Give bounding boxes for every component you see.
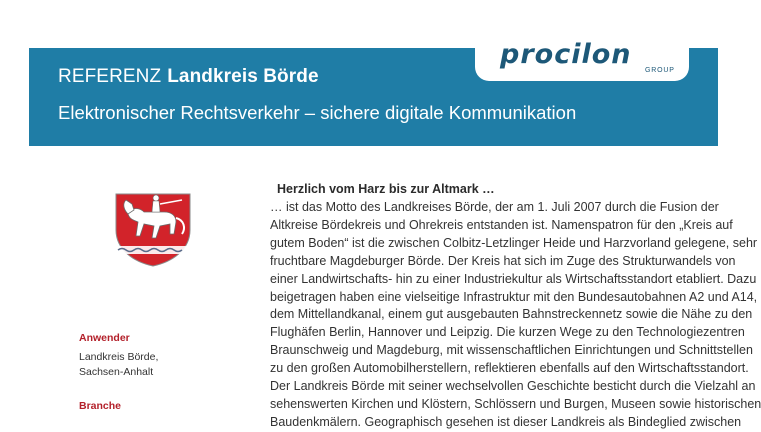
article-line: Braunschweig und Magdeburg, mit wissenschaftlichen Einrichtungen und Schnittstellen	[270, 343, 753, 358]
article-line: Flughäfen Berlin, Hannover und Leipzig. Die kurzen Wege zu den Technologiezentren	[270, 325, 745, 340]
sidebar-heading-branche: Branche	[79, 400, 122, 412]
banner-keyword: REFERENZ	[58, 66, 162, 87]
article-line: dem Mittellandkanal, einem gut ausgebauten Bahnstreckennetz sowie die Nähe zu den	[270, 307, 753, 322]
article-line: beigetragen haben eine vielseitige Infrastruktur mit den Bundesautobahnen A2 und A14,	[270, 289, 758, 304]
article-line: einer Landwirtschafts- hin zu einer Industriekultur als Wirtschaftsstandort etabliert. Dazu	[270, 271, 757, 286]
sidebar-heading-anwender: Anwender	[79, 332, 130, 344]
procilon-logo-group: GROUP	[645, 67, 675, 74]
article-line: zu den großen Automobilherstellern, reflektieren ebenfalls auf den Wirtschaftsstandort.	[270, 361, 749, 376]
sidebar-anwender-line-2: Sachsen-Anhalt	[79, 366, 154, 378]
banner-title	[58, 66, 319, 88]
article-body	[270, 199, 761, 432]
article-line: fruchtbare Magdeburger Börde. Der Kreis hat sich im Zuge des Strukturwandels von	[270, 253, 736, 268]
sidebar-anwender-line-1: Landkreis Börde,	[79, 351, 159, 363]
article-line: Der Landkreis Börde mit seiner wechselvollen Geschichte besticht durch die Vielzahl an	[270, 379, 756, 394]
article-line: sehenswerten Kirchen und Klöstern, Schlössern und Burgen, Museen sowie historischen	[270, 396, 761, 411]
article-line: … ist das Motto des Landkreises Börde, der am 1. Juli 2007 durch die Fusion der	[270, 200, 719, 214]
article-title: Herzlich vom Harz bis zur Altmark …	[277, 182, 495, 196]
article-line: Altkreise Bördekreis und Ohrekreis entstanden ist. Namenspatron für den „Kreis auf	[270, 217, 733, 232]
banner-client-name: Landkreis Börde	[167, 66, 319, 87]
procilon-logo: procilon	[500, 39, 632, 70]
article-line: Baudenkmälern. Geographisch gesehen ist dieser Landkreis als Bindeglied zwischen	[270, 414, 742, 429]
article-line: gutem Boden“ ist die zwischen Colbitz-Letzlinger Heide und Harzvorland gelegene, sehr	[270, 235, 758, 250]
coat-of-arms-icon	[110, 190, 196, 268]
banner-subtitle: Elektronischer Rechtsverkehr – sichere digitale Kommunikation	[58, 102, 577, 123]
